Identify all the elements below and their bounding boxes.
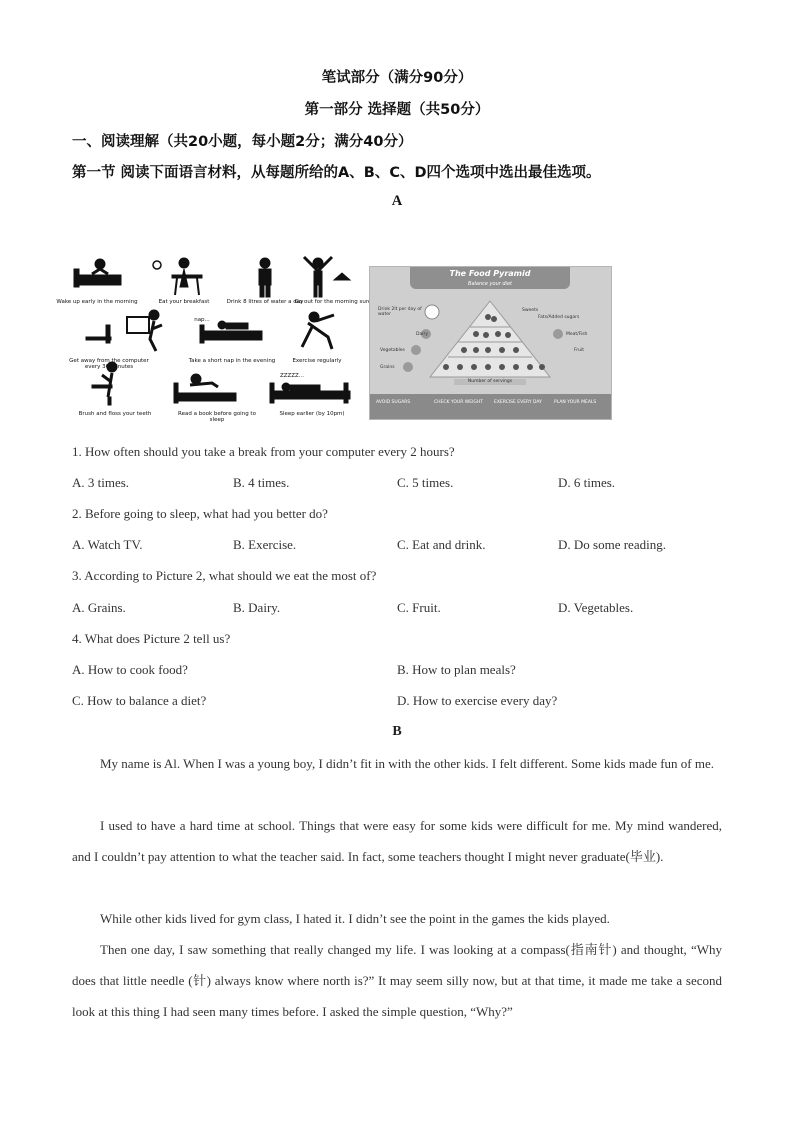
q4-option-d[interactable]: D. How to exercise every day?: [397, 693, 558, 708]
fruit-label: Fruit: [574, 348, 584, 353]
q1-option-a[interactable]: A. 3 times.: [72, 475, 130, 490]
dairy-label: Dairy: [416, 332, 428, 337]
question-3: 3. According to Picture 2, what should we eat the most of?: [72, 568, 377, 583]
part-title: 第一部分 选择题（共50分）: [304, 102, 490, 118]
q1-option-c[interactable]: C. 5 times.: [397, 475, 454, 490]
caption-brush: Brush and floss your teeth: [78, 411, 152, 417]
passage-b-label: B: [392, 724, 402, 739]
servings-label: Number of servings: [467, 379, 513, 384]
q1-option-b[interactable]: B. 4 times.: [233, 475, 290, 490]
caption-wake-up: Wake up early in the morning: [56, 299, 138, 305]
caption-breakfast: Eat your breakfast: [158, 299, 210, 305]
instruction: 第一节 阅读下面语言材料，从每题所给的A、B、C、D四个选项中选出最佳选项。: [72, 165, 601, 181]
passage-a-label: A: [391, 193, 403, 209]
food-pyramid-picture: [369, 266, 612, 420]
water-label: Drink 2lt per day of water: [378, 307, 422, 317]
q1-option-d[interactable]: D. 6 times.: [558, 475, 616, 490]
grains-label: Grains: [380, 365, 395, 370]
pyramid-graphic: [370, 267, 611, 419]
q3-option-c[interactable]: C. Fruit.: [397, 600, 441, 615]
passage-b-paragraph-2: I used to have a hard time at school. Things that were easy for some kids were difficult for me. My mind wandered, and I couldn’t pay attention to what the teacher said. In fact, some teachers thought I might never graduate(毕业).: [72, 818, 722, 864]
tip-exercise: EXERCISE EVERY DAY: [494, 400, 542, 405]
q3-option-a[interactable]: A. Grains.: [72, 600, 126, 615]
tip-avoid-sugars: AVOID SUGARS: [376, 400, 411, 405]
section-title: 一、阅读理解（共20小题，每小题2分；满分40分）: [72, 134, 413, 150]
tip-plan-meals: PLAN YOUR MEALS: [554, 400, 597, 405]
caption-morning-sun: Go out for the morning sun: [294, 299, 370, 305]
pyramid-subtitle: Balance your diet: [468, 281, 512, 287]
passage-b-paragraph-3: While other kids lived for gym class, I hated it. I didn’t see the point in the games the kids played.: [100, 911, 610, 926]
q4-option-c[interactable]: C. How to balance a diet?: [72, 693, 207, 708]
passage-b-paragraph-1: My name is Al. When I was a young boy, I didn’t fit in with the other kids. I felt different. Some kids made fun of me.: [100, 756, 715, 771]
q2-option-b[interactable]: B. Exercise.: [233, 537, 297, 552]
q4-option-a[interactable]: A. How to cook food?: [72, 662, 188, 677]
question-2: 2. Before going to sleep, what had you better do?: [72, 506, 328, 521]
q4-option-b[interactable]: B. How to plan meals?: [397, 662, 516, 677]
nap-label: nap...: [194, 317, 210, 323]
caption-sleep: Sleep earlier (by 10pm): [279, 411, 345, 417]
exam-title: 笔试部分（满分90分）: [321, 70, 473, 86]
pyramid-title: The Food Pyramid: [449, 269, 531, 278]
caption-water: Drink 8 litres of water a day: [226, 299, 304, 305]
pictogram-figures: [72, 255, 356, 420]
vegetables-label: Vegetables: [380, 348, 405, 353]
passage-b-paragraph-4: Then one day, I saw something that really changed my life. I was looking at a compass(指南针) and thought, “Why does that little needle (针) always know where north is?” It may seem silly now, but at that time, it made me take a second look at this thing I had seen many times before. I asked the simple question, “Why?”: [72, 942, 722, 1019]
q2-option-a[interactable]: A. Watch TV.: [72, 537, 143, 552]
zzz-label: ZZZZZ...: [279, 373, 305, 379]
fats-label: Fats/Added sugars: [538, 315, 580, 320]
question-1: 1. How often should you take a break from your computer every 2 hours?: [72, 444, 455, 459]
caption-exercise: Exercise regularly: [292, 358, 342, 364]
tip-check-weight: CHECK YOUR WEIGHT: [434, 400, 484, 405]
healthy-habits-picture: [56, 255, 370, 423]
q2-option-d[interactable]: D. Do some reading.: [558, 537, 666, 552]
caption-computer: Get away from the computer every 30 minutes: [69, 358, 149, 370]
question-4: 4. What does Picture 2 tell us?: [72, 631, 231, 646]
sweets-label: Sweets: [522, 308, 539, 313]
q2-option-c[interactable]: C. Eat and drink.: [397, 537, 486, 552]
caption-read: Read a book before going to sleep: [178, 411, 256, 423]
q3-option-d[interactable]: D. Vegetables.: [558, 600, 634, 615]
caption-nap: Take a short nap in the evening: [188, 358, 276, 364]
meat-label: Meat/Fish: [566, 332, 588, 337]
q3-option-b[interactable]: B. Dairy.: [233, 600, 281, 615]
